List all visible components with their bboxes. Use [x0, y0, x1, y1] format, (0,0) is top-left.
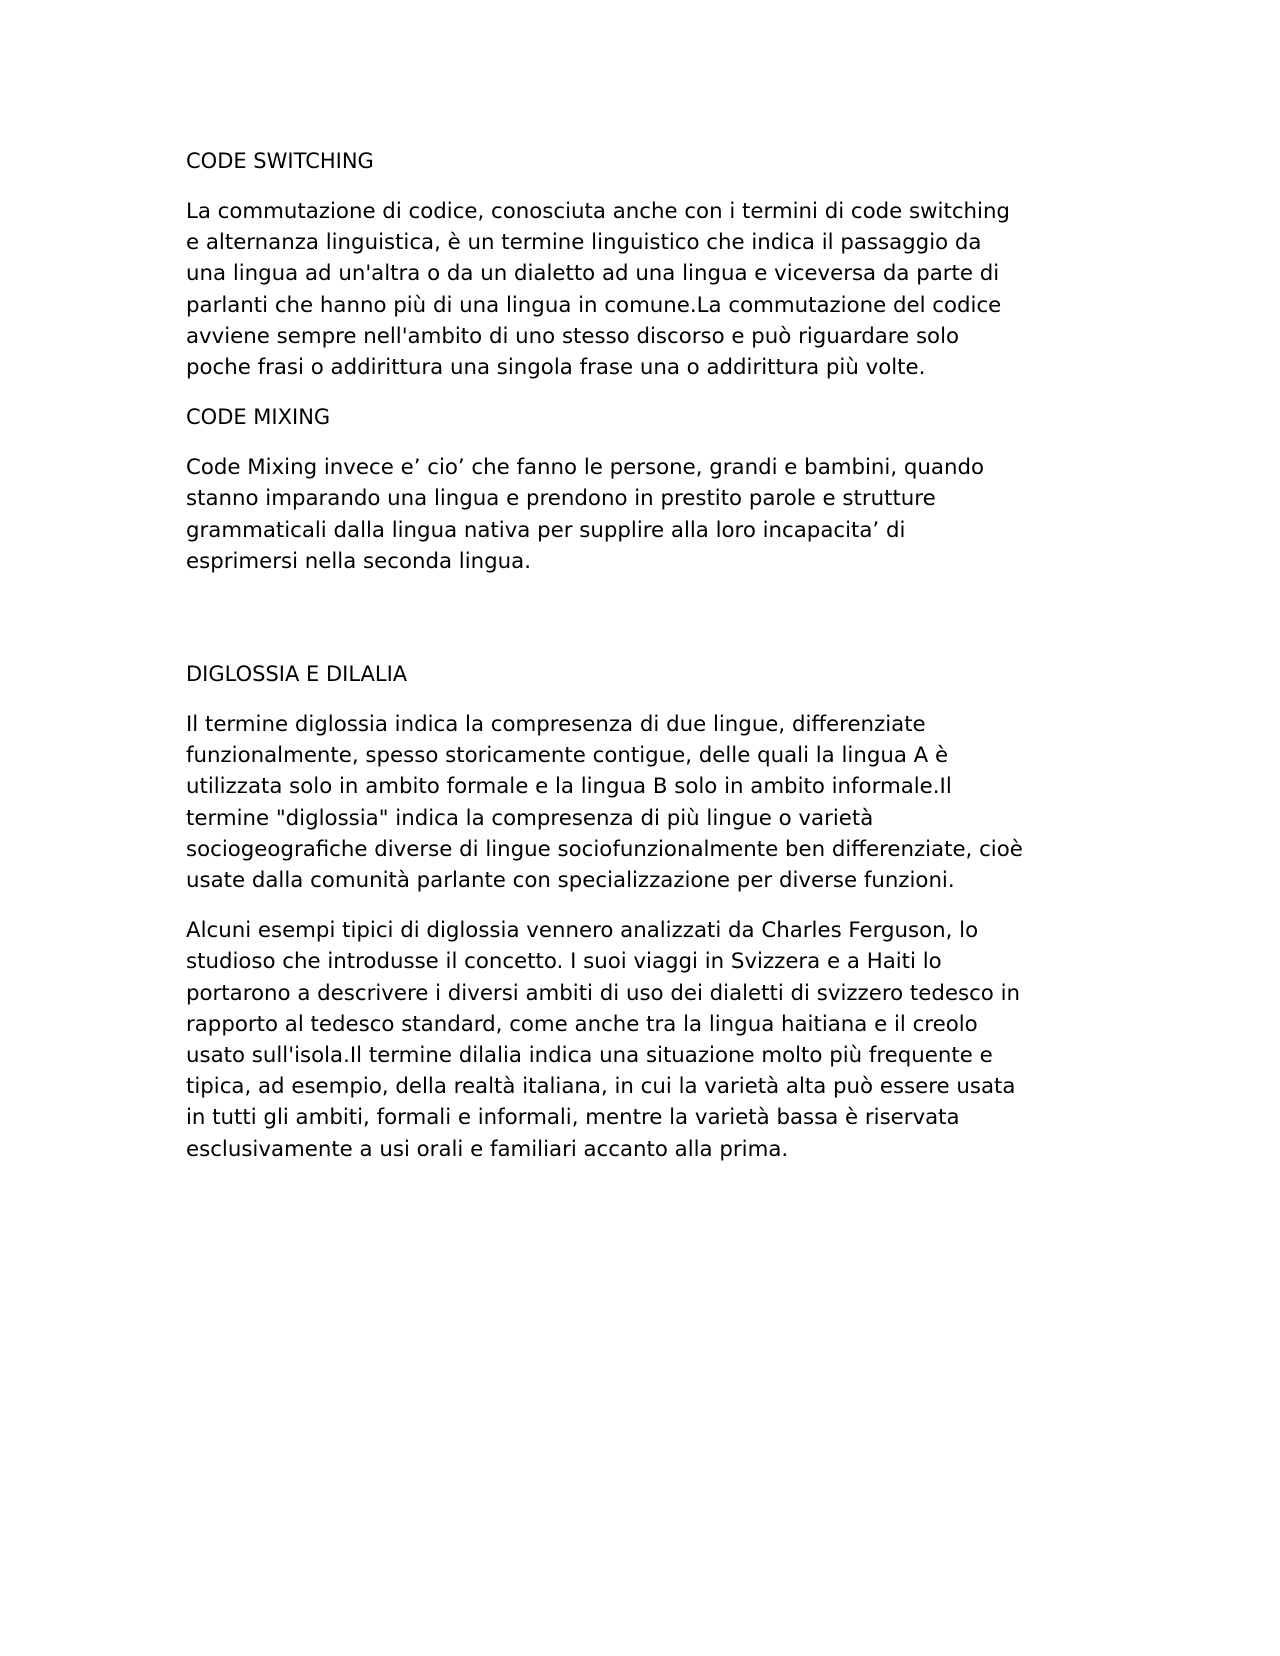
paragraph-line: grammaticali dalla lingua nativa per supplire alla loro incapacita’ di [186, 517, 906, 543]
paragraph-ferguson-dilalia [186, 915, 1096, 1165]
paragraph-line: Code Mixing invece e’ cio’ che fanno le persone, grandi e bambini, quando [186, 455, 984, 481]
paragraph-line: usate dalla comunità parlante con specializzazione per diverse funzioni. [186, 868, 955, 894]
section-heading-code-switching: CODE SWITCHING [186, 149, 374, 173]
paragraph-line: in tutti gli ambiti, formali e informali, mentre la varietà bassa è riservata [186, 1105, 960, 1131]
paragraph-line: utilizzata solo in ambito formale e la lingua B solo in ambito informale.Il [186, 774, 952, 800]
paragraph-line: Alcuni esempi tipici di diglossia vennero analizzati da Charles Ferguson, lo [186, 918, 979, 944]
paragraph-line: esprimersi nella seconda lingua. [186, 548, 531, 574]
blank-space [186, 596, 1096, 659]
paragraph-line: sociogeografiche diverse di lingue sociofunzionalmente ben differenziate, cioè [186, 836, 1023, 862]
paragraph-line: una lingua ad un'altra o da un dialetto ad una lingua e viceversa da parte di [186, 261, 1000, 287]
paragraph-diglossia [186, 709, 1096, 896]
document-page [186, 146, 1096, 1184]
paragraph-line: La commutazione di codice, conosciuta anche con i termini di code switching [186, 199, 1010, 224]
paragraph-line: e alternanza linguistica, è un termine linguistico che indica il passaggio da [186, 230, 982, 256]
paragraph-line: avviene sempre nell'ambito di uno stesso discorso e può riguardare solo [186, 323, 960, 349]
paragraph-line: funzionalmente, spesso storicamente contigue, delle quali la lingua A è [186, 743, 949, 769]
paragraph-line: parlanti che hanno più di una lingua in comune.La commutazione del codice [186, 292, 1002, 318]
section-heading-diglossia-dilalia: DIGLOSSIA E DILALIA [186, 662, 408, 687]
paragraph-line: portarono a descrivere i diversi ambiti di uso dei dialetti di svizzero tedesco in [186, 980, 1020, 1006]
paragraph-line: usato sull'isola.Il termine dilalia indica una situazione molto più frequente e [186, 1043, 993, 1069]
paragraph-line: tipica, ad esempio, della realtà italiana, in cui la varietà alta può essere usata [186, 1074, 1016, 1100]
paragraph-line: termine "diglossia" indica la compresenza di più lingue o varietà [186, 805, 874, 831]
paragraph-line: stanno imparando una lingua e prendono in prestito parole e strutture [186, 486, 936, 512]
paragraph-line: rapporto al tedesco standard, come anche tra la lingua haitiana e il creolo [186, 1011, 978, 1037]
paragraph-code-switching [186, 196, 1096, 383]
paragraph-line: Il termine diglossia indica la compresenza di due lingue, differenziate [186, 712, 926, 738]
paragraph-line: poche frasi o addirittura una singola frase una o addirittura più volte. [186, 355, 926, 381]
section-heading-code-mixing: CODE MIXING [186, 405, 331, 430]
paragraph-line: studioso che introdusse il concetto. I suoi viaggi in Svizzera e a Haiti lo [186, 949, 942, 975]
paragraph-code-mixing [186, 452, 1096, 577]
paragraph-line: esclusivamente a usi orali e familiari accanto alla prima. [186, 1136, 789, 1162]
